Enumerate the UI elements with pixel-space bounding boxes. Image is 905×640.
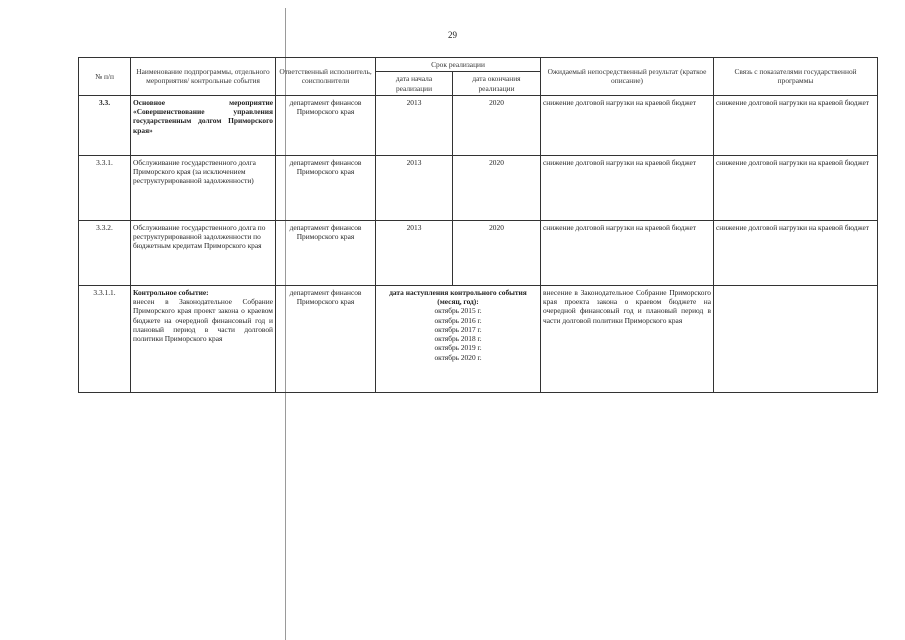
row-start: 2013 [376,95,453,155]
header-name: Наименование подпрограммы, отдельного мероприятия/ контрольные события [131,58,276,96]
row-link [714,285,878,392]
row-start: 2013 [376,155,453,220]
row-end: 2020 [453,95,541,155]
row-result: снижение долговой нагрузки на краевой бюджет [541,95,714,155]
event-date-title: дата наступления контрольного события (месяц, год): [389,287,527,306]
table-row [79,285,878,392]
row-end: 2020 [453,155,541,220]
row-number: 3.3. [79,95,131,155]
program-measures-table [78,57,878,393]
control-event-title: Контрольное событие: [133,287,209,297]
event-date: октябрь 2017 г. [434,324,482,334]
row-start: 2013 [376,220,453,285]
header-result: Ожидаемый непосредственный результат (краткое описание) [541,58,714,96]
event-date: октябрь 2015 г. [434,306,482,316]
row-executor: департамент финансов Приморского края [276,155,376,220]
event-date: октябрь 2019 г. [434,343,482,353]
event-date-list [378,306,538,362]
row-link: снижение долговой нагрузки на краевой бюджет [714,95,878,155]
header-term: Срок реализации [376,58,541,72]
row-name [131,285,276,392]
header-link: Связь с показателями государственной программы [714,58,878,96]
row-name: Обслуживание государственного долга по реструктурированной задолженности по бюджетным кредитам Приморского края [131,220,276,285]
table-row [79,220,878,285]
table-row [79,95,878,155]
row-link: снижение долговой нагрузки на краевой бюджет [714,155,878,220]
event-date: октябрь 2018 г. [434,334,482,343]
header-num: № п/п [79,58,131,96]
control-event-text: внесен в Законодательное Собрание Приморского края проект закона о краевом бюджете на очередной финансовый год и плановый период в части долговой политики Приморского края [133,297,273,343]
row-number: 3.3.1. [79,155,131,220]
header-start: дата начала реализации [376,72,453,96]
event-date: октябрь 2020 г. [434,352,482,362]
row-result: внесение в Законодательное Собрание Приморского края проекта закона о краевом бюджете на очередной финансовый год и плановый период в части долговой политики Приморского края [541,285,714,392]
table-row [79,155,878,220]
header-end: дата окончания реализации [453,72,541,96]
row-name: Основное мероприятие «Совершенствование управления государственным долгом Приморского края» [131,95,276,155]
row-name: Обслуживание государственного долга Приморского края (за исключением реструктурированной задолженности) [131,155,276,220]
row-event-dates [376,285,541,392]
row-result: снижение долговой нагрузки на краевой бюджет [541,155,714,220]
event-date: октябрь 2016 г. [434,315,482,325]
header-executor: Ответственный исполнитель, соисполнители [276,58,376,96]
row-number: 3.3.1.1. [79,285,131,392]
row-number: 3.3.2. [79,220,131,285]
row-result: снижение долговой нагрузки на краевой бюджет [541,220,714,285]
row-executor: департамент финансов Приморского края [276,95,376,155]
page-number: 29 [448,30,457,40]
row-executor: департамент финансов Приморского края [276,285,376,392]
row-link: снижение долговой нагрузки на краевой бюджет [714,220,878,285]
row-end: 2020 [453,220,541,285]
row-executor: департамент финансов Приморского края [276,220,376,285]
